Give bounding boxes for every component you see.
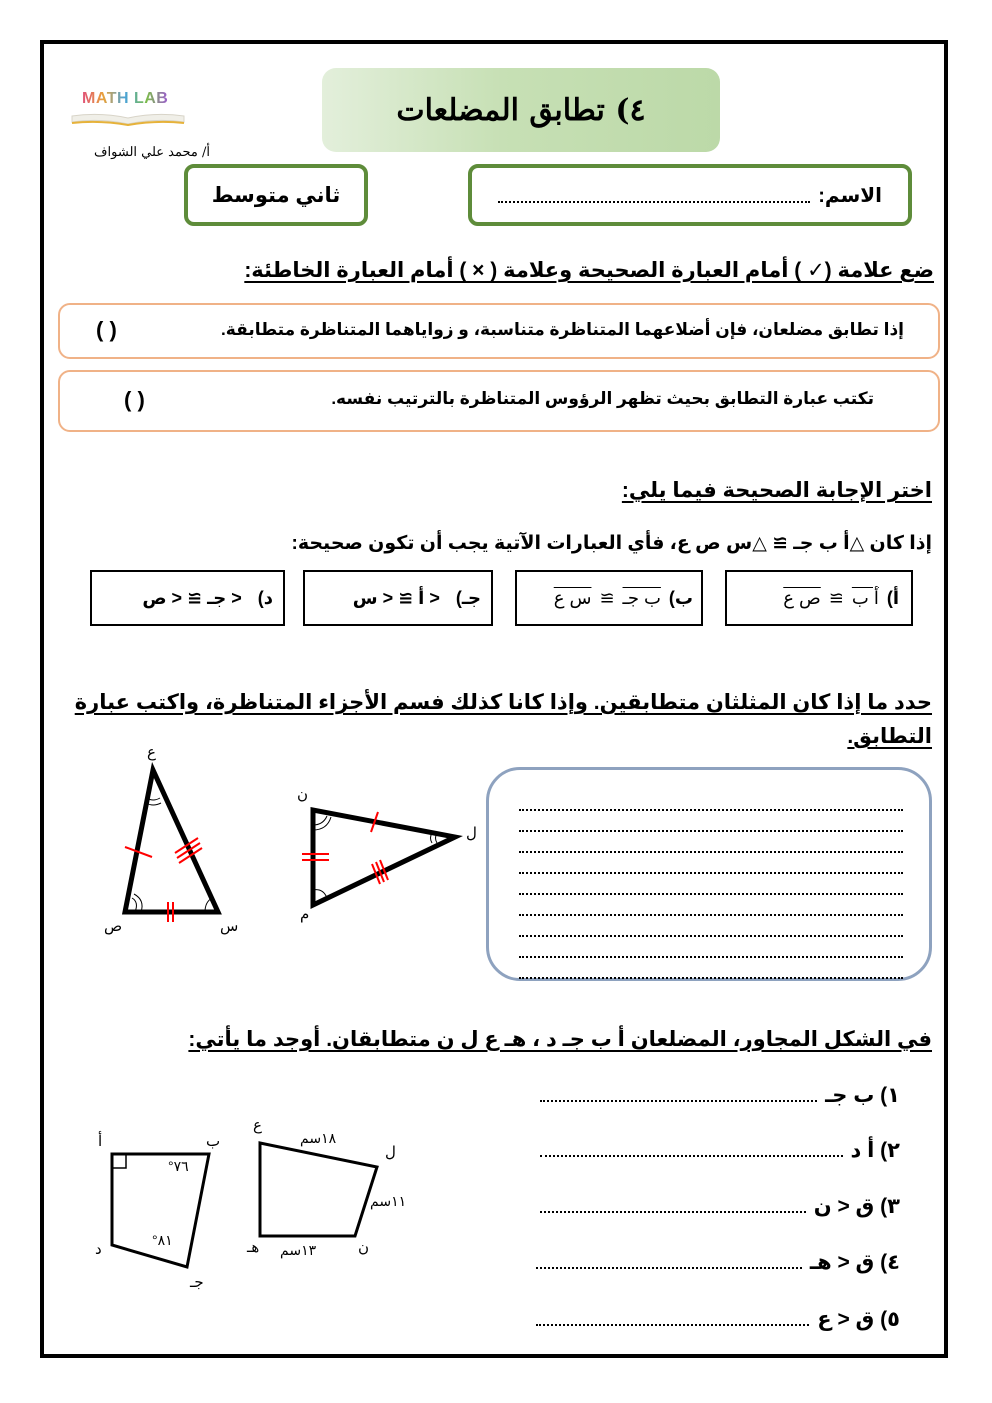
mc-option-d[interactable]: د) < جـ ≅ < ص: [90, 570, 285, 626]
answer-line[interactable]: [540, 1155, 843, 1157]
answer-line[interactable]: [519, 874, 903, 895]
mc-option-c[interactable]: جـ) < أ ≅ < س: [303, 570, 493, 626]
name-field[interactable]: [468, 164, 912, 226]
side-length-label: ١٣سم: [280, 1242, 317, 1258]
logo-text: MATH LAB: [82, 90, 169, 107]
tf-item-1: [58, 303, 940, 359]
vertex-label: هـ: [247, 1239, 260, 1256]
vertex-label: جـ: [190, 1274, 204, 1291]
answer-line[interactable]: [519, 937, 903, 958]
vertex-label: ل: [385, 1144, 396, 1161]
name-input-line[interactable]: [498, 201, 810, 203]
find-item-3[interactable]: ٣) ق < ن: [540, 1189, 900, 1219]
mc-option-a[interactable]: أ) أ ب ≅ ص ع: [725, 570, 913, 626]
vertex-label: ص: [104, 918, 123, 935]
vertex-label: ن: [358, 1239, 370, 1256]
answer-line[interactable]: [519, 853, 903, 874]
side-length-label: ١٨سم: [300, 1130, 337, 1146]
vertex-label: ب: [206, 1133, 221, 1150]
section2-heading: اختر الإجابة الصحيحة فيما يلي:: [621, 479, 932, 502]
tf-answer-1[interactable]: ( ): [96, 317, 117, 342]
vertex-label: ن: [297, 786, 309, 803]
angle-label: °٨١: [152, 1232, 173, 1248]
vertex-label: ل: [466, 825, 477, 842]
tf-statement-2: تكتب عبارة التطابق بحيث تظهر الرؤوس المتناظرة بالترتيب نفسه.: [331, 389, 874, 408]
answer-line[interactable]: [519, 958, 903, 979]
section3-heading: حدد ما إذا كان المثلثان متطابقين. وإذا كانا كذلك فسم الأجزاء المتناظرة، واكتب عبارة التطابق.: [74, 691, 932, 748]
find-item-1[interactable]: ١) ب جـ: [540, 1078, 900, 1108]
answer-box[interactable]: [486, 767, 932, 981]
find-item-2[interactable]: ٢) أ د: [540, 1133, 900, 1163]
tf-item-2: [58, 370, 940, 432]
grade-box: [184, 164, 368, 226]
page-title: ٤) تطابق المضلعات: [396, 92, 646, 128]
vertex-label: ع: [147, 744, 156, 761]
mc-question: إذا كان △أ ب جـ ≅ △س ص ع، فأي العبارات الآتية يجب أن تكون صحيحة:: [291, 533, 932, 554]
open-book-icon: [70, 112, 186, 126]
name-label: الاسم:: [818, 184, 882, 207]
answer-line[interactable]: [536, 1267, 802, 1269]
side-length-label: ١١سم: [370, 1193, 407, 1209]
triangles-figure: [95, 740, 475, 940]
section4-heading: في الشكل المجاور، المضلعان أ ب جـ د ، هـ ع ل ن متطابقان. أوجد ما يأتي:: [188, 1028, 932, 1051]
mc-option-b[interactable]: ب) ب جـ ≅ س ع: [515, 570, 703, 626]
section1-heading: ضع علامة (✓ ) أمام العبارة الصحيحة وعلامة ( × ) أمام العبارة الخاطئة:: [244, 259, 934, 282]
answer-line[interactable]: [519, 811, 903, 832]
answer-line[interactable]: [519, 895, 903, 916]
vertex-label: ع: [253, 1117, 262, 1134]
vertex-label: أ: [98, 1133, 103, 1150]
teacher-name: أ/ محمد علي الشواف: [94, 145, 210, 160]
answer-line[interactable]: [519, 790, 903, 811]
tf-answer-2[interactable]: ( ): [124, 387, 145, 412]
answer-line[interactable]: [519, 916, 903, 937]
title-banner: [322, 68, 720, 152]
answer-line[interactable]: [536, 1324, 809, 1326]
vertex-label: س: [220, 918, 239, 935]
grade-label: ثاني متوسط: [211, 183, 341, 207]
vertex-label: د: [95, 1241, 102, 1258]
answer-line[interactable]: [540, 1211, 806, 1213]
tf-statement-1: إذا تطابق مضلعان، فإن أضلاعهما المتناظرة متناسبة، و زواياهما المتناظرة متطابقة.: [221, 320, 904, 339]
angle-label: °٧٦: [168, 1158, 189, 1174]
answer-line[interactable]: [540, 1100, 817, 1102]
find-item-4[interactable]: ٤) ق < هـ: [536, 1245, 900, 1275]
answer-line[interactable]: [519, 832, 903, 853]
find-item-5[interactable]: ٥) ق < ع: [536, 1302, 900, 1332]
vertex-label: م: [300, 906, 310, 923]
math-lab-logo: [66, 66, 190, 130]
